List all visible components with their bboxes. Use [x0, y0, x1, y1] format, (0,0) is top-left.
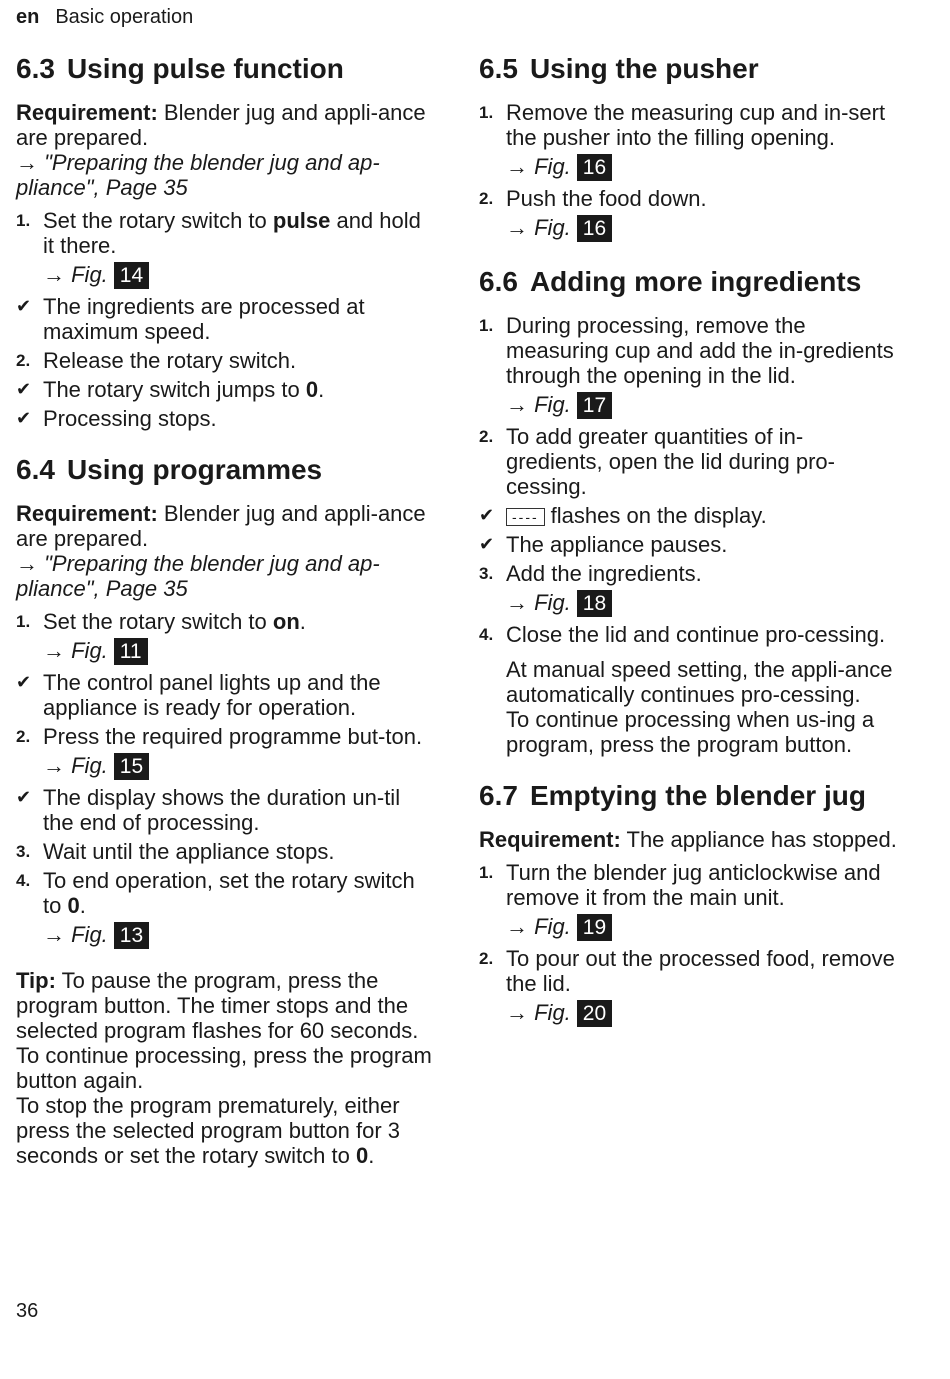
- figure-number: 16: [577, 154, 612, 181]
- check-icon: ✔: [16, 672, 32, 692]
- section-title: 6.6 Adding more ingredients: [479, 266, 862, 297]
- figure-number: 17: [577, 392, 612, 419]
- result: ✔ The control panel lights up and the appliance is ready for operation.: [16, 670, 381, 720]
- figure-reference: → Fig. 14: [43, 260, 436, 290]
- figure-reference: → Fig. 15: [43, 751, 436, 781]
- page-reference: → "Preparing the blender jug and ap-pliance", Page 35: [16, 150, 380, 200]
- step-2: 2. Press the required programme but-ton. → Fig. 15: [16, 724, 436, 781]
- section-title: 6.3 Using pulse function: [16, 53, 344, 84]
- figure-number: 13: [114, 922, 149, 949]
- figure-reference: → Fig. 16: [506, 213, 899, 243]
- page-header: [16, 6, 193, 29]
- step-1: 1. Turn the blender jug anticlockwise and remove it from the main unit. → Fig. 19: [479, 860, 899, 942]
- figure-number: 20: [577, 1000, 612, 1027]
- section-6-7: [479, 779, 899, 1028]
- check-icon: ✔: [16, 379, 32, 399]
- header-title: Basic operation: [55, 6, 194, 28]
- check-icon: ✔: [479, 534, 495, 554]
- figure-number: 19: [577, 914, 612, 941]
- display-symbol: ----: [506, 508, 545, 526]
- section-6-6: [479, 265, 899, 757]
- tip: Tip: To pause the program, press the program button. The timer stops and the selected program flashes for 60 seconds. To continue processing, press the program button again. To stop the program prematurely, either press the selected program button for 3 seconds or set the rotary switch to 0.: [16, 968, 432, 1168]
- figure-number: 18: [577, 590, 612, 617]
- check-icon: ✔: [479, 505, 495, 525]
- language-code: en: [16, 6, 40, 28]
- result: ✔ The rotary switch jumps to 0.: [16, 377, 325, 402]
- check-icon: ✔: [16, 408, 32, 428]
- step-4: 4. To end operation, set the rotary switch to 0. → Fig. 13: [16, 868, 436, 950]
- step-2: 2. To add greater quantities of in-gredients, open the lid during pro-cessing.: [479, 424, 835, 499]
- step-2: 2. To pour out the processed food, remove the lid. → Fig. 20: [479, 946, 899, 1028]
- requirement: Requirement: The appliance has stopped.: [479, 827, 897, 852]
- result: ✔ The ingredients are processed at maximum speed.: [16, 294, 365, 344]
- result: ✔ The appliance pauses.: [479, 532, 728, 557]
- right-column: [479, 52, 899, 1048]
- section-title: 6.4 Using programmes: [16, 454, 323, 485]
- left-column: [16, 52, 436, 1188]
- check-icon: ✔: [16, 787, 32, 807]
- requirement: Requirement: Blender jug and appli-ance are prepared. → "Preparing the blender jug and ap-pliance", Page 35: [16, 100, 426, 200]
- step-4: 4. Close the lid and continue pro-cessing. At manual speed setting, the appli-ance automatically continues pro-cessing. To continue processing when us-ing a program, press the program button.: [479, 622, 899, 757]
- page-number: 36: [16, 1300, 39, 1322]
- step-1: 1. Set the rotary switch to on. → Fig. 11: [16, 609, 436, 666]
- figure-number: 16: [577, 215, 612, 242]
- figure-reference: → Fig. 17: [506, 390, 899, 420]
- requirement: Requirement: Blender jug and appli-ance are prepared. → "Preparing the blender jug and ap-pliance", Page 35: [16, 501, 426, 601]
- section-title: 6.5 Using the pusher: [479, 53, 759, 84]
- figure-number: 15: [114, 753, 149, 780]
- figure-reference: → Fig. 16: [506, 152, 899, 182]
- check-icon: ✔: [16, 296, 32, 316]
- figure-reference: → Fig. 19: [506, 912, 899, 942]
- step-2: 2. Release the rotary switch.: [16, 348, 297, 373]
- section-6-3: [16, 52, 436, 431]
- step-3: 3. Add the ingredients. → Fig. 18: [479, 561, 899, 618]
- figure-number: 11: [114, 638, 148, 665]
- result: ✔ Processing stops.: [16, 406, 217, 431]
- page-reference: → "Preparing the blender jug and ap-pliance", Page 35: [16, 551, 380, 601]
- figure-number: 14: [114, 262, 149, 289]
- result: ✔ The display shows the duration un-til the end of processing.: [16, 785, 401, 835]
- section-title: 6.7 Emptying the blender jug: [479, 780, 866, 811]
- note: At manual speed setting, the appli-ance automatically continues pro-cessing.: [506, 657, 893, 707]
- figure-reference: → Fig. 18: [506, 588, 899, 618]
- figure-reference: → Fig. 20: [506, 998, 899, 1028]
- section-6-5: [479, 52, 899, 243]
- step-1: 1. During processing, remove the measuring cup and add the in-gredients through the opening in the lid. → Fig. 17: [479, 313, 899, 420]
- note: To continue processing when us-ing a program, press the program button.: [506, 707, 875, 757]
- step-2: 2. Push the food down. → Fig. 16: [479, 186, 899, 243]
- figure-reference: → Fig. 11: [43, 636, 436, 666]
- step-1: 1. Set the rotary switch to pulse and hold it there. → Fig. 14: [16, 208, 436, 290]
- result: ✔ ---- flashes on the display.: [479, 503, 767, 528]
- figure-reference: → Fig. 13: [43, 920, 436, 950]
- step-3: 3. Wait until the appliance stops.: [16, 839, 335, 864]
- step-1: 1. Remove the measuring cup and in-sert the pusher into the filling opening. → Fig. 16: [479, 100, 899, 182]
- section-6-4: [16, 453, 436, 1168]
